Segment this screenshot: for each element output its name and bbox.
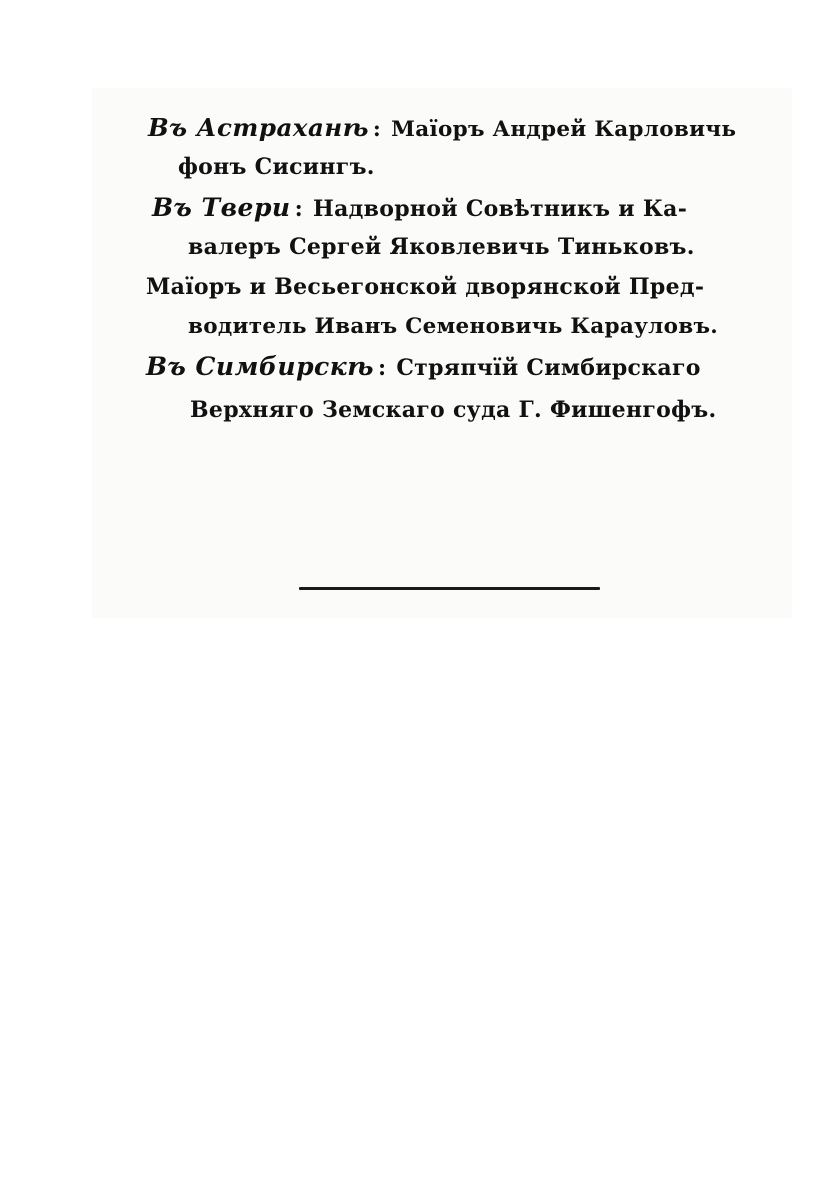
entry-3-line-1 xyxy=(146,272,704,302)
entry-4-separator: : xyxy=(377,355,387,381)
entry-4-text: Стряпчїй Симбирскаго xyxy=(396,355,701,381)
closing-rule xyxy=(299,587,600,590)
entry-2-continuation: валеръ Сергей Яковлевичь Тиньковъ. xyxy=(188,234,695,260)
entry-3-text: Маїоръ и Весьегонской дворянской Пред- xyxy=(146,274,705,300)
entry-2-line-2 xyxy=(188,232,695,262)
entry-1-continuation: фонъ Сисингъ. xyxy=(178,154,375,180)
entry-1-text: Маїоръ Андрей Карловичь xyxy=(391,117,737,142)
entry-1-place: Въ Астраханѣ xyxy=(148,113,369,142)
entry-2-place: Въ Твери xyxy=(152,193,291,222)
entry-4-line-1 xyxy=(146,352,701,383)
entry-4-continuation: Верхняго Земскаго суда Г. Фишенгофъ. xyxy=(190,397,717,423)
entry-3-line-2 xyxy=(188,312,718,342)
entry-1-line-2 xyxy=(178,152,375,182)
entry-1-line-1 xyxy=(148,113,736,145)
entry-4-line-2 xyxy=(190,395,716,425)
entry-3-continuation: водитель Иванъ Семеновичь Карауловъ. xyxy=(188,314,719,339)
entry-2-separator: : xyxy=(294,196,304,222)
entry-1-separator: : xyxy=(372,117,382,142)
entry-4-place: Въ Симбирскѣ xyxy=(146,352,374,381)
entry-2-line-1 xyxy=(152,193,687,224)
entry-2-text: Надворной Совѣтникъ и Ка- xyxy=(313,196,688,222)
